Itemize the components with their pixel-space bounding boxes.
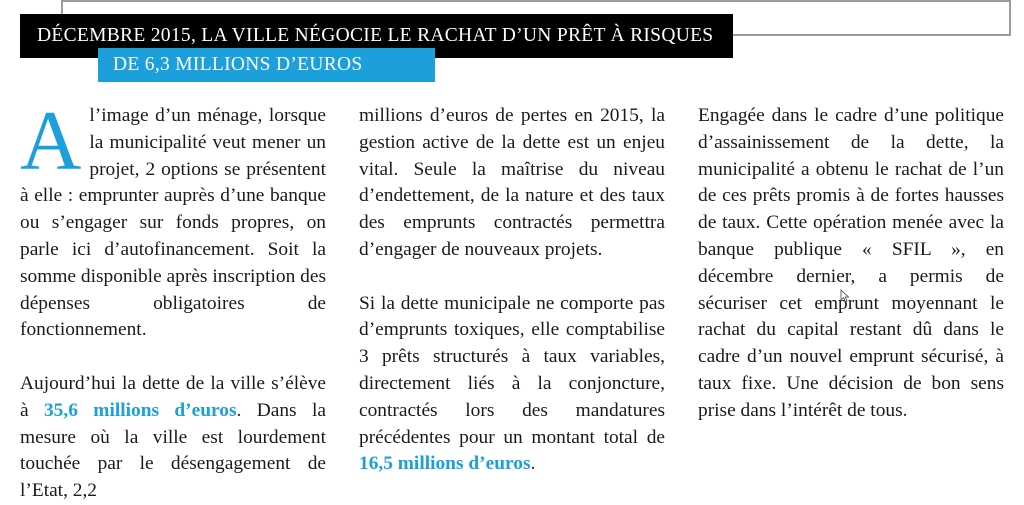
column-3 (698, 103, 1004, 465)
body-text: Engagée dans le cadre d’une politique d’assainissement de la dette, la municipalité a obtenu le rachat de l’un de ces prêts promis à de fortes hausses de taux. Cette opération menée avec la banque publique « SFIL », en décembre dernier, a permis de sécuriser cet emprunt moyennant le rachat du capital restant dû dans le cadre d’un nouvel emprunt sécurisé, à taux fixe. Une décision de bon sens prise dans l’intérêt de tous. (698, 105, 1004, 421)
paragraph (359, 103, 665, 264)
body-text: . Dans la mesure où la ville est lourdement touchée par le désengagement de l’Etat, 2,2 (20, 399, 326, 502)
headline-text: DÉCEMBRE 2015, LA VILLE NÉGOCIE LE RACHAT D’UN PRÊT À RISQUES (37, 25, 714, 47)
body-text: Si la dette municipale ne comporte pas d’emprunts toxiques, elle comptabilise 3 prêts structurés à taux variables, directement liés à la conjoncture, contractés lors des mandatures précédentes pour un montant total de (359, 292, 665, 448)
column-2 (359, 103, 665, 475)
page-frame-top-rule (61, 0, 1011, 2)
subheadline-text: DE 6,3 MILLIONS D’EUROS (113, 54, 363, 76)
paragraph (20, 94, 326, 344)
highlighted-amount: 16,5 millions d’euros (359, 453, 531, 475)
paragraph (20, 371, 326, 505)
highlighted-amount: 35,6 millions d’euros (43, 399, 237, 421)
paragraph (359, 291, 665, 479)
page-frame-bottom-rule (720, 34, 1011, 36)
body-text: millions d’euros de pertes en 2015, la gestion active de la dette est un enjeu vital. Seule la maîtrise du niveau d’endettement, de la nature et des taux des emprunts contractés permettra d’engager de nouveaux projets. (359, 105, 665, 260)
page-frame-right-rule (1009, 0, 1011, 35)
article-body (20, 94, 1005, 502)
body-text: Aujourd’hui la dette de la ville s’élève à (20, 372, 326, 421)
drop-cap: A (20, 94, 82, 188)
subheadline-bar (98, 48, 435, 82)
column-1 (20, 94, 326, 502)
paragraph (698, 103, 1004, 425)
body-text: . (530, 453, 536, 475)
body-text: l’image d’un ménage, lorsque la municipalité veut mener un projet, 2 options se présentent à elle : emprunter auprès d’une banque ou s’engager sur fonds propres, on parle ici d’autofinancement. Soit la somme disponible après inscription des dépenses obligatoires de fonctionnement. (20, 105, 326, 341)
